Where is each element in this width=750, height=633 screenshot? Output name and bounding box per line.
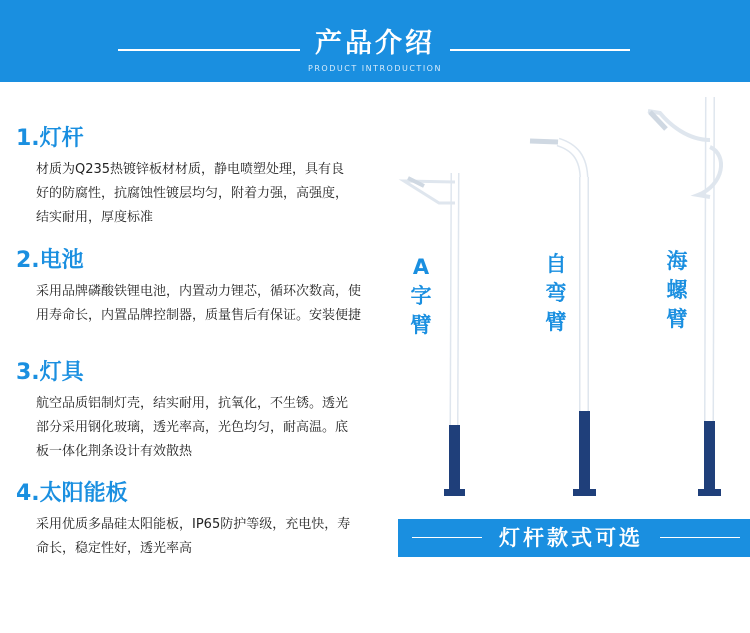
page-title: 产品介绍 [315,28,435,59]
section-line: 用寿命长，内置品牌控制器，质量售后有保证。安装便捷 [36,308,362,323]
section-body [36,513,396,561]
pole-label-char: 臂 [410,313,432,337]
pole-label-char: 自 [545,252,567,276]
header-banner [0,0,750,82]
pole-label-char: 臂 [666,307,688,331]
page-subtitle: PRODUCT INTRODUCTION [308,64,442,73]
section-title: 4.太阳能板 [16,481,128,506]
header-divider-right [450,49,630,51]
pole-label-char: 弯 [545,281,567,305]
section-line: 采用品牌磷酸铁锂电池，内置动力锂芯，循环次数高，使 [36,284,362,299]
section-body [36,280,396,328]
section-battery [16,246,396,328]
section-pole [16,124,396,230]
section-line: 航空品质铝制灯壳，结实耐用，抗氧化，不生锈。透光 [36,396,349,411]
section-title: 1.灯杆 [16,126,84,151]
pole-label-char: 臂 [545,310,567,334]
poles-graphic [398,85,750,515]
pole-label-conch-arm [664,247,690,334]
banner-divider-left [412,537,482,538]
section-line: 部分采用钢化玻璃，透光率高，光色均匀，耐高温。底 [36,420,349,435]
banner-divider-right [660,537,740,538]
pole-label-char: A [412,255,430,279]
section-body [36,392,396,464]
pole-style-text: 灯杆款式可选 [499,526,643,550]
section-title: 3.灯具 [16,360,84,385]
section-body [36,158,396,230]
pole-label-char: 字 [410,284,432,308]
header-divider-left [118,49,300,51]
section-line: 结实耐用，厚度标准 [36,210,154,225]
section-solar-panel [16,479,396,561]
pole-label-self-bend-arm [543,250,569,337]
pole-style-banner [398,519,750,557]
section-line: 板一体化荆条设计有效散热 [36,444,193,459]
section-title: 2.电池 [16,248,84,273]
pole-label-a-arm [408,253,434,340]
section-line: 采用优质多晶硅太阳能板，IP65防护等级，充电快，寿 [36,517,351,532]
pole-styles-illustration [398,85,750,515]
section-line: 好的防腐性，抗腐蚀性镀层均匀，附着力强，高强度， [36,186,349,201]
section-line: 命长，稳定性好，透光率高 [36,541,193,556]
section-lamp [16,358,396,464]
pole-label-char: 螺 [666,278,688,302]
section-line: 材质为Q235热镀锌板材材质，静电喷塑处理，具有良 [36,162,345,177]
pole-label-char: 海 [666,249,688,273]
